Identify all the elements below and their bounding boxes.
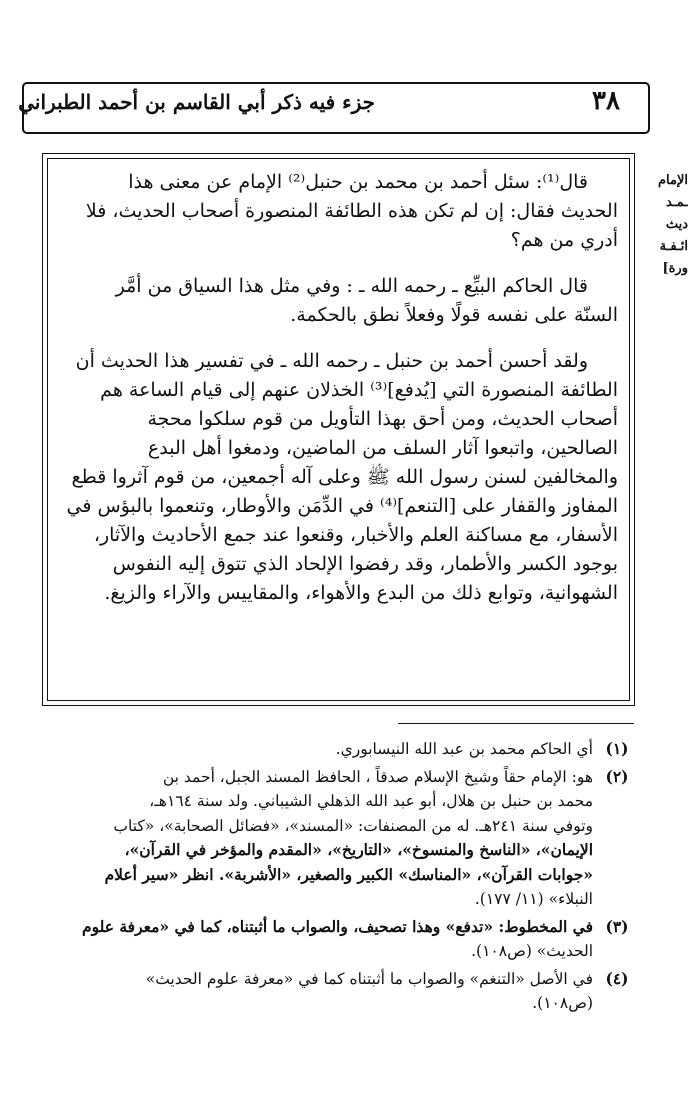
footnote-line: في المخطوط: «تدفع» وهذا تصحيف، والصواب ما أثبتناه، كما في «معرفة علوم xyxy=(81,916,593,936)
text-line: أصحاب الحديث، ومن أحق بهذا التأويل من قوم سلكوا محجة xyxy=(147,408,618,430)
text-line: السنّة على نفسه قولًا وفعلاً نطق بالحكمة. xyxy=(290,304,618,326)
footnote-line: «جوابات القرآن»، «المناسك» الكبير والصغير، «الأشربة». انظر «سير أعلام xyxy=(104,864,593,884)
footnote-line: النبلاء» (١١/ ١٧٧). xyxy=(474,890,593,908)
margin-note-line: ديث xyxy=(665,217,688,232)
footnotes xyxy=(55,737,635,1019)
running-title: جزء فيه ذكر أبي القاسم بن أحمد الطبراني xyxy=(18,90,375,114)
margin-note-line: ائـفـة xyxy=(659,239,688,254)
footnote-number: (١) xyxy=(605,739,629,758)
text-line: الأسفار، مع مساكنة العلم والأخبار، وقنعوا عند جمع الأحاديث والآثار، xyxy=(93,524,618,546)
text-line: والمخالفين لسنن رسول الله ﷺ وعلى آله أجمعين، من قوم آثروا قطع xyxy=(71,466,618,488)
text-line: الشهوانية، وتوابع ذلك من البدع والأهواء، والمقاييس والآراء والزيغ. xyxy=(104,582,618,604)
footnote-number: (٢) xyxy=(605,766,629,786)
text-line: ولقد أحسن أحمد بن حنبل ـ رحمه الله ـ في تفسير هذا الحديث أن xyxy=(75,350,588,372)
footnote-2 xyxy=(55,765,635,912)
margin-note-line: ورة] xyxy=(662,261,688,276)
footnote-line: الإيمان»، «الناسخ والمنسوخ»، «التاريخ»، «المقدم والمؤخر في القرآن»، xyxy=(124,840,593,859)
margin-note xyxy=(646,170,688,280)
text-line: المفاوز والقفار على [التنعم]⁽⁴⁾ في الدِّمَن والأوطار، وتنعموا بالبؤس في xyxy=(66,495,618,517)
text-line: الصالحين، واتبعوا آثار السلف من الماضين، ودمغوا أهل البدع xyxy=(147,437,618,459)
footnote-line: وتوفي سنة ٢٤١هـ. له من المصنفات: «المسند»، «فضائل الصحابة»، «كتاب xyxy=(113,816,593,835)
footnote-line: هو: الإمام حقاً وشيخ الإسلام صدقاً ، الحافظ المسند الجبل، أحمد بن xyxy=(162,767,593,786)
page-number: ٣٨ xyxy=(592,86,620,116)
text-line: الحديث فقال: إن لم تكن هذه الطائفة المنصورة أصحاب الحديث، فلا xyxy=(85,200,618,222)
footnote-line: في الأصل «التنغم» والصواب ما أثبتناه كما في «معرفة علوم الحديث» xyxy=(145,969,593,988)
text-line: بوجود الكسر والأطمار، وقد رفضوا الإلحاد الذي تتوق إليه النفوس xyxy=(112,553,618,575)
text-line: أدري من هم؟ xyxy=(510,229,618,251)
footnote-line: أي الحاكم محمد بن عبد الله النيسابوري. xyxy=(335,740,593,758)
paragraph-2 xyxy=(58,272,618,330)
footnote-3 xyxy=(55,915,635,964)
footnote-line: (ص١٠٨). xyxy=(532,994,593,1012)
footnote-line: محمد بن حنبل بن هلال، أبو عبد الله الذهلي الشيباني. ولد سنة ١٦٤هـ، xyxy=(149,792,593,810)
footnote-1 xyxy=(55,737,635,762)
paragraph-3 xyxy=(58,347,618,608)
margin-note-line: ـمـد xyxy=(666,195,688,210)
paragraph-1 xyxy=(58,168,618,255)
footnote-4 xyxy=(55,967,635,1016)
text-line: الطائفة المنصورة التي [يُدفع]⁽³⁾ الخذلان عنهم إلى قيام الساعة هم xyxy=(100,379,618,401)
main-text xyxy=(58,168,618,625)
footnote-number: (٤) xyxy=(605,968,629,988)
margin-note-line: الإمام xyxy=(658,173,688,188)
text-line: قال⁽¹⁾: سئل أحمد بن محمد بن حنبل⁽²⁾ الإمام عن معنى هذا xyxy=(128,171,588,193)
footnote-line: الحديث» (ص١٠٨). xyxy=(471,942,593,960)
footnote-number: (٣) xyxy=(605,916,629,936)
text-line: قال الحاكم البيِّع ـ رحمه الله ـ : وفي مثل هذا السياق من أمَّر xyxy=(115,275,588,297)
footnote-separator xyxy=(398,723,634,724)
